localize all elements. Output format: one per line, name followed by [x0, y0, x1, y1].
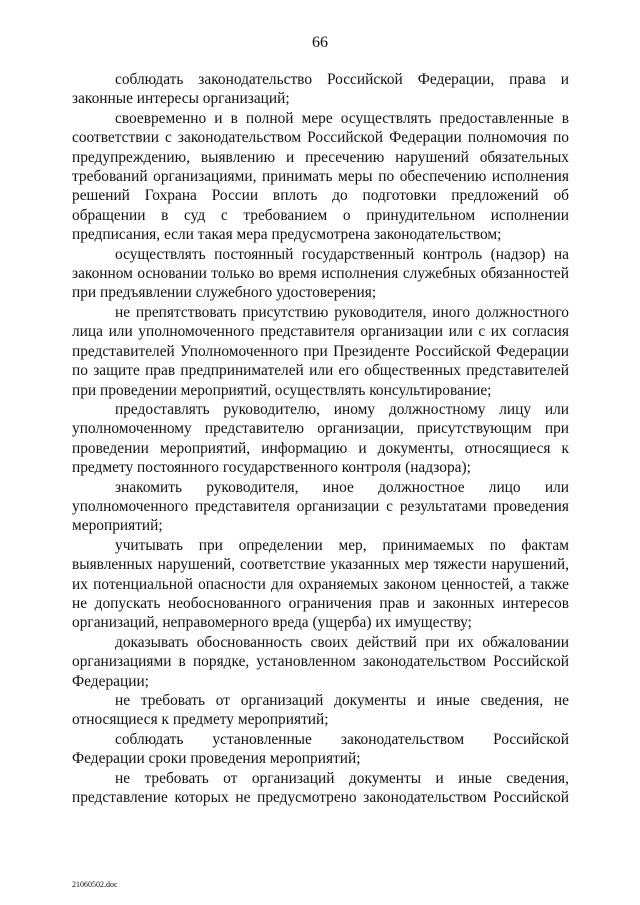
paragraph: не требовать от организаций документы и иные сведения, представление которых не предусмотрено законодательством Российской	[72, 769, 569, 807]
document-body	[72, 70, 569, 807]
paragraph: учитывать при определении мер, принимаемых по фактам выявленных нарушений, соответствие указанных мер тяжести нарушений, их потенциальной опасности для охраняемых законом ценностей, а также не допускать необоснованного ограничения прав и законных интересов организаций, неправомерного вреда (ущерба) их имуществу;	[72, 536, 569, 632]
file-name-footer: 21060502.doc	[72, 880, 118, 889]
paragraph: соблюдать законодательство Российской Федерации, права и законные интересы организаций;	[72, 71, 569, 108]
paragraph: осуществлять постоянный государственный контроль (надзор) на законном основании только во время исполнения служебных обязанностей при предъявлении служебного удостоверения;	[72, 245, 569, 302]
paragraph: не требовать от организаций документы и иные сведения, не относящиеся к предмету мероприятий;	[72, 692, 569, 729]
page-number: 66	[312, 34, 328, 51]
paragraph: не препятствовать присутствию руководителя, иного должностного лица или уполномоченного представителя организации или с их согласия представителей Уполномоченного при Президенте Российской Федерации по защите прав предпринимателей или его общественных представителей при проведении мероприятий, осуществлять консультирование;	[72, 303, 569, 399]
paragraph: предоставлять руководителю, иному должностному лицу или уполномоченному представителю организации, присутствующим при проведении мероприятий, информацию и документы, относящиеся к предмету постоянного государственного контроля (надзора);	[72, 400, 569, 477]
paragraph: соблюдать установленные законодательством Российской Федерации сроки проведения мероприятий;	[72, 730, 569, 768]
paragraph: знакомить руководителя, иное должностное лицо или уполномоченного представителя организации с результатами проведения мероприятий;	[72, 478, 569, 535]
paragraph: доказывать обоснованность своих действий при их обжаловании организациями в порядке, установленном законодательством Российской Федерации;	[72, 633, 569, 690]
paragraph: своевременно и в полной мере осуществлять предоставленные в соответствии с законодательством Российской Федерации полномочия по предупреждению, выявлению и пресечению нарушений обязательных требований организациями, принимать меры по обеспечению исполнения решений Гохрана России вплоть до подготовки предложений об обращении в суд с требованием о принудительном исполнении предписания, если такая мера предусмотрена законодательством;	[72, 109, 569, 244]
